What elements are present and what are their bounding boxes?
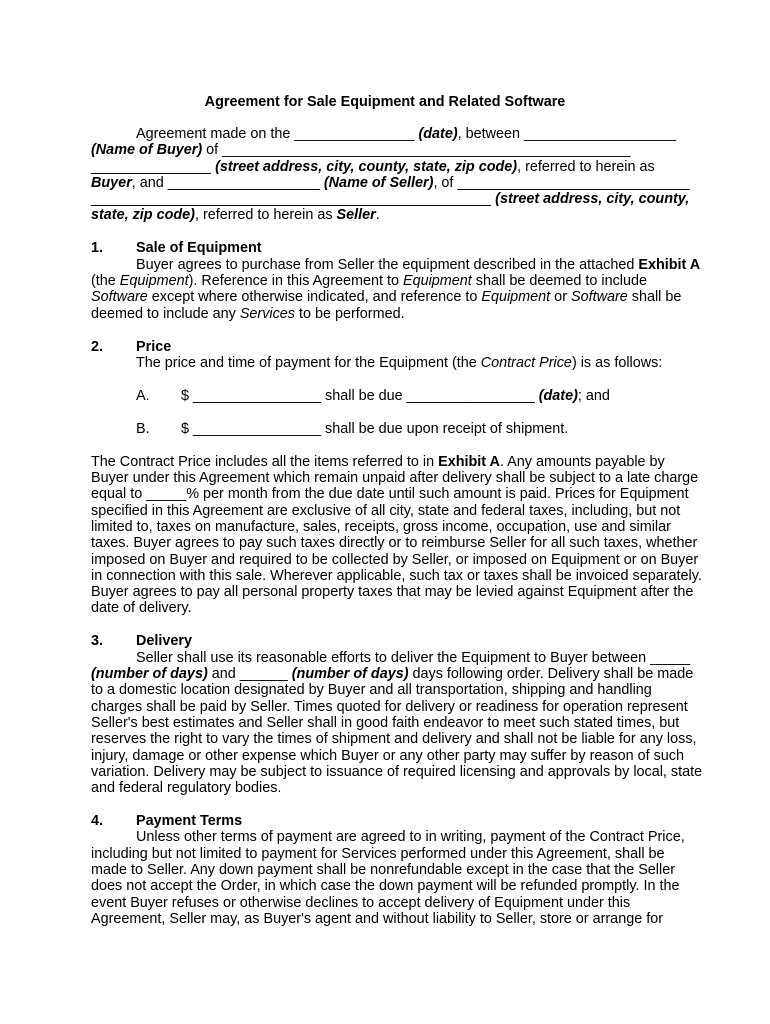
intro-line-3: _______________ (street address, city, county, state, zip code), referred to herein as — [91, 159, 655, 175]
section-3-line-1: Seller shall use its reasonable efforts to deliver the Equipment to Buyer between _____ — [136, 650, 691, 666]
section-2-number: 2. — [91, 339, 104, 355]
intro-line-2: (Name of Buyer) of ___________________________________________________ — [91, 142, 631, 158]
section-2-para-line-4: specified in this Agreement are exclusive of all city, state and federal taxes, including, but not — [91, 503, 681, 519]
section-4-line-4: does not accept the Order, in which case the down payment will be refunded promptly. In the — [91, 878, 680, 894]
section-1-number: 1. — [91, 240, 104, 256]
section-4-line-3: made to Seller. Any down payment shall be nonrefundable except in the case that the Seller — [91, 862, 675, 878]
intro-line-6: state, zip code), referred to herein as Seller. — [91, 207, 380, 223]
section-2-para-line-6: taxes. Buyer agrees to pay such taxes directly or to reimburse Seller for all such taxes, whether — [91, 535, 698, 551]
section-1-line-3: Software except where otherwise indicated, and reference to Equipment or Software shall be — [91, 289, 682, 305]
section-4-line-6: Agreement, Seller may, as Buyer's agent and without liability to Seller, store or arrange for — [91, 911, 663, 927]
section-1-line-1: Buyer agrees to purchase from Seller the equipment described in the attached Exhibit A — [136, 257, 701, 273]
section-4-line-1: Unless other terms of payment are agreed to in writing, payment of the Contract Price, — [136, 829, 685, 845]
section-2-line-1: The price and time of payment for the Equipment (the Contract Price) is as follows: — [136, 355, 663, 371]
section-2-para-line-2: Buyer under this Agreement which remain unpaid after delivery shall be subject to a late charge — [91, 470, 699, 486]
section-4-number: 4. — [91, 813, 104, 829]
price-option-a: $ ________________ shall be due ________________ (date); and — [181, 388, 610, 404]
section-2-para-line-1: The Contract Price includes all the items referred to in Exhibit A. Any amounts payable by — [91, 454, 665, 470]
section-1-heading: Sale of Equipment — [136, 240, 262, 256]
section-3-number: 3. — [91, 633, 104, 649]
section-2-para-line-9: Buyer agrees to pay all personal property taxes that may be levied against Equipment after the — [91, 584, 694, 600]
section-3-heading: Delivery — [136, 633, 193, 649]
section-2-para-line-7: imposed on Buyer and required to be collected by Seller, or imposed on Equipment or on Buyer — [91, 552, 699, 568]
section-3-line-7: injury, damage or other expense which Buyer or any other party may suffer by reason of such — [91, 748, 684, 764]
price-option-a-label: A. — [136, 388, 150, 404]
section-3-line-3: to a domestic location designated by Buyer and all transportation, shipping and handling — [91, 682, 652, 698]
section-2-heading: Price — [136, 339, 172, 355]
section-3-line-4: charges shall be paid by Seller. Times quoted for delivery or readiness for operation represent — [91, 699, 688, 715]
intro-line-4: Buyer, and ___________________ (Name of Seller), of _____________________________ — [91, 175, 690, 191]
section-3-line-5: Seller's best estimates and Seller shall in good faith endeavor to meet such stated times, but — [91, 715, 680, 731]
section-2-para-line-10: date of delivery. — [91, 600, 192, 616]
intro-line-1: Agreement made on the _______________ (date), between ___________________ — [136, 126, 677, 142]
price-option-b: $ ________________ shall be due upon receipt of shipment. — [181, 421, 569, 437]
section-2-para-line-5: limited to, taxes on manufacture, sales, receipts, gross income, occupation, use and similar — [91, 519, 671, 535]
section-2-para-line-8: in connection with this sale. Wherever applicable, such tax or taxes shall be invoiced separately. — [91, 568, 702, 584]
price-option-b-label: B. — [136, 421, 150, 437]
section-3-line-9: and federal regulatory bodies. — [91, 780, 282, 796]
section-2-para-line-3: equal to _____% per month from the due date until such amount is paid. Prices for Equipment — [91, 486, 689, 502]
section-4-line-2: including but not limited to payment for Services performed under this Agreement, shall be — [91, 846, 665, 862]
section-3-line-6: reserves the right to vary the times of shipment and delivery and shall not be liable for any loss, — [91, 731, 697, 747]
section-4-line-5: event Buyer refuses or otherwise declines to accept delivery of Equipment under this — [91, 895, 631, 911]
section-1-line-2: (the Equipment). Reference in this Agreement to Equipment shall be deemed to include — [91, 273, 648, 289]
document-title: Agreement for Sale Equipment and Related Software — [204, 94, 566, 110]
intro-line-5: __________________________________________________ (street address, city, county, — [91, 191, 690, 207]
section-1-line-4: deemed to include any Services to be performed. — [91, 306, 405, 322]
section-4-heading: Payment Terms — [136, 813, 243, 829]
section-3-line-8: variation. Delivery may be subject to issuance of required licensing and approvals by local, state — [91, 764, 703, 780]
section-3-line-2: (number of days) and ______ (number of days) days following order. Delivery shall be made — [91, 666, 694, 682]
